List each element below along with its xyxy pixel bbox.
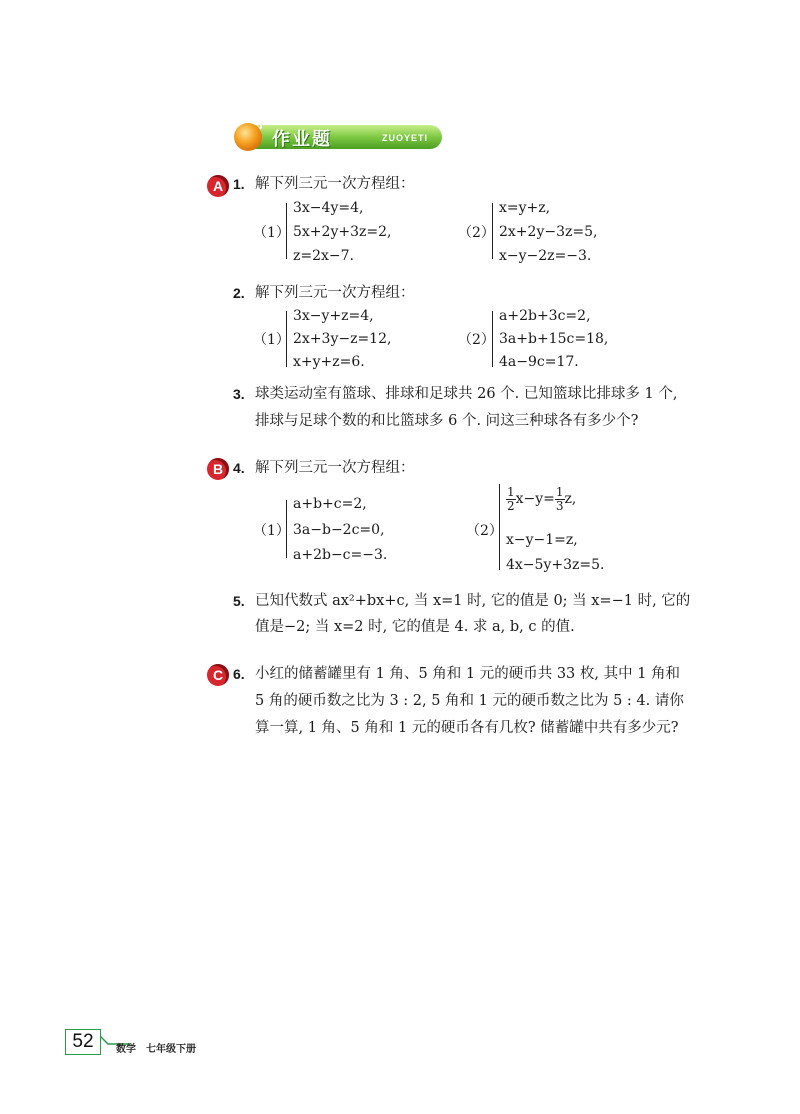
q1-part1-eq3: z=2x−7. bbox=[293, 248, 354, 264]
question-3-line2: 排球与足球个数的和比篮球多 6 个. 问这三种球各有多少个? bbox=[255, 413, 639, 429]
q1-part2-eq2: 2x+2y−3z=5, bbox=[499, 224, 598, 240]
q4-part1-label: （1） bbox=[253, 523, 290, 539]
book-title: 数学 七年级下册 bbox=[116, 1044, 196, 1055]
question-6-line2: 5 角的硬币数之比为 3 : 2, 5 角和 1 元的硬币数之比为 5 : 4. 请你 bbox=[255, 693, 684, 709]
question-4-number: 4. bbox=[233, 460, 245, 476]
question-2-number: 2. bbox=[233, 285, 245, 301]
q4-part1-eq2: 3a−b−2c=0, bbox=[293, 522, 385, 538]
question-3-number: 3. bbox=[233, 386, 245, 402]
q2-part1-eq2: 2x+3y−z=12, bbox=[293, 331, 392, 347]
q1-part1-eq2: 5x+2y+3z=2, bbox=[293, 224, 392, 240]
q2-part1-eq3: x+y+z=6. bbox=[293, 354, 365, 370]
level-a-badge: A bbox=[207, 175, 229, 197]
q4-part2-eq3: 4x−5y+3z=5. bbox=[506, 557, 605, 573]
question-5-number: 5. bbox=[233, 593, 245, 609]
question-6-number: 6. bbox=[233, 666, 245, 682]
question-1-number: 1. bbox=[233, 176, 245, 192]
question-5-line1: 已知代数式 ax²+bx+c, 当 x=1 时, 它的值是 0; 当 x=−1 时, 它的 bbox=[255, 593, 691, 609]
q2-part1-label: （1） bbox=[253, 332, 290, 348]
q2-part2-label: （2） bbox=[458, 332, 495, 348]
q4-part2-eq1 bbox=[506, 484, 576, 514]
question-6-line1: 小红的储蓄罐里有 1 角、5 角和 1 元的硬币共 33 枚, 其中 1 角和 bbox=[255, 666, 681, 682]
question-1-text: 解下列三元一次方程组： bbox=[255, 176, 415, 192]
fraction-denominator: 2 bbox=[507, 498, 515, 513]
fraction-numerator: 1 bbox=[555, 484, 564, 499]
question-2-text: 解下列三元一次方程组： bbox=[255, 285, 415, 301]
q4-part2-label: （2） bbox=[466, 523, 503, 539]
q1-part2-label: （2） bbox=[458, 225, 495, 241]
section-title: 作业题 bbox=[272, 129, 332, 150]
q4-part2-eq1-middle: x−y= bbox=[515, 491, 555, 507]
q4-part2-eq1-end: z, bbox=[564, 491, 577, 507]
fraction-one-third bbox=[555, 486, 565, 513]
q2-part1-eq1: 3x−y+z=4, bbox=[293, 308, 374, 324]
q1-part2-eq3: x−y−2z=−3. bbox=[499, 248, 592, 264]
q2-part2-eq2: 3a+b+15c=18, bbox=[499, 331, 609, 347]
question-6-line3: 算一算, 1 角、5 角和 1 元的硬币各有几枚? 储蓄罐中共有多少元? bbox=[255, 720, 679, 736]
fraction-one-half bbox=[506, 486, 516, 513]
q2-part2-eq3: 4a−9c=17. bbox=[499, 354, 579, 370]
page-number: 52 bbox=[65, 1029, 101, 1055]
question-3-line1: 球类运动室有篮球、排球和足球共 26 个. 已知篮球比排球多 1 个, bbox=[255, 386, 678, 402]
q4-part1-eq1: a+b+c=2, bbox=[293, 496, 367, 512]
question-4-text: 解下列三元一次方程组： bbox=[255, 460, 415, 476]
level-b-badge: B bbox=[207, 458, 229, 480]
q1-part1-eq1: 3x−4y=4, bbox=[293, 200, 364, 216]
fraction-numerator: 1 bbox=[507, 484, 515, 499]
section-subtitle: ZUOYETI bbox=[382, 133, 429, 143]
fraction-denominator: 3 bbox=[555, 498, 564, 513]
level-c-badge: C bbox=[207, 664, 229, 686]
question-5-line2: 值是−2; 当 x=2 时, 它的值是 4. 求 a, b, c 的值. bbox=[255, 619, 575, 635]
q4-part2-eq2: x−y−1=z, bbox=[506, 532, 578, 548]
q2-part2-eq1: a+2b+3c=2, bbox=[499, 308, 591, 324]
q1-part2-eq1: x=y+z, bbox=[499, 200, 551, 216]
q4-part1-eq3: a+2b−c=−3. bbox=[293, 547, 388, 563]
q1-part1-label: （1） bbox=[253, 225, 290, 241]
